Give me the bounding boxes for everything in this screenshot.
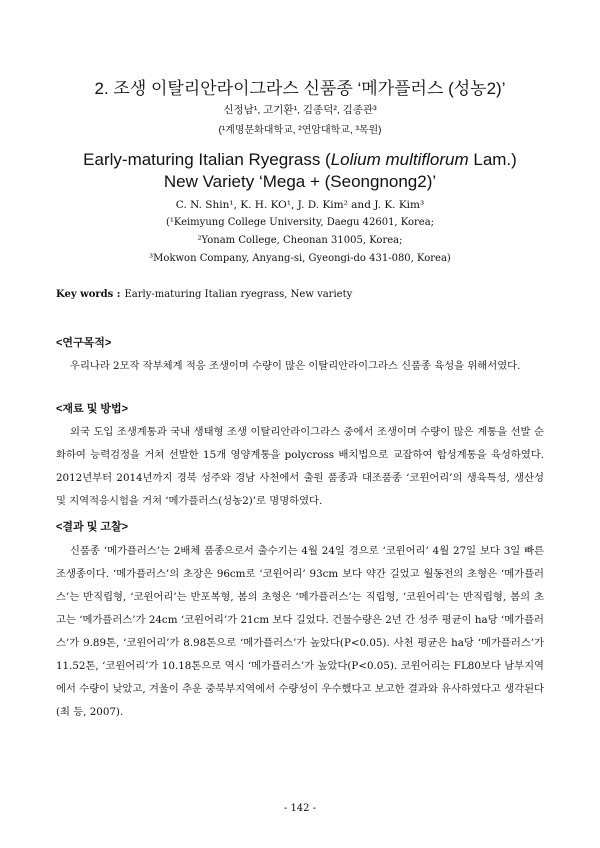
title-english-line2: New Variety ‘Mega + (Seongnong2)’ xyxy=(163,172,437,191)
page-number: - 142 - xyxy=(283,803,317,814)
section-body-purpose: 우리나라 2모작 작부체계 적응 조생이며 수량이 많은 이탈리안라이그라스 신품종 육성을 위해서였다. xyxy=(70,360,521,372)
keywords xyxy=(56,289,352,300)
title-english-suffix: Lam.) xyxy=(468,150,517,169)
keywords-text: Early-maturing Italian ryegrass, New variety xyxy=(124,289,353,300)
affiliations-korean: (¹계명문화대학교, ²연암대학교, ³목원) xyxy=(218,125,382,136)
authors-english: C. N. Shin¹, K. H. KO¹, J. D. Kim² and J. K. Kim³ xyxy=(175,199,425,211)
affiliation-english-1: (¹Keimyung College University, Daegu 42601, Korea; xyxy=(165,217,435,228)
title-english-prefix: Early-maturing Italian Ryegrass ( xyxy=(83,150,331,169)
affiliation-english-3: ³Mokwon Company, Anyang-si, Gyeongi-do 431-080, Korea) xyxy=(149,253,451,264)
section-heading-results: <결과 및 고찰> xyxy=(56,521,129,533)
section-body-methods: 외국 도입 조생계통과 국내 생태형 조생 이탈리안라이그라스 중에서 조생이며 수량이 많은 계통을 선발 순화하여 능력검정을 거쳐 선발한 15개 영양계통을 polycross 배치법으로 교잡하여 합성계통을 육성하였다. 2012년부터 2014년까지 경북 성주와 경남 사천에서 출원 품종과 대조품종 ‘코윈어리’의 생육특성, 생산성 및 지역적응시험을 거쳐 ‘메가플러스(성농2)’로 명명하였다. xyxy=(56,426,544,507)
authors-korean: 신정남¹, 고기환¹, 김종덕², 김종관³ xyxy=(223,104,377,116)
section-body-results: 신품종 ‘메가플러스’는 2배체 품종으로서 출수기는 4월 24일 경으로 ‘코윈어리’ 4월 27일 보다 3일 빠른 조생종이다. ‘메가플러스’의 초장은 96cm로 ‘코윈어리’ 93cm 보다 약간 길었고 월동전의 초형은 ‘메가플러스’는 반직립형, ‘코윈어리’는 반포복형, 봄의 초형은 ‘메가플러스’는 직립형, ‘코윈어리’는 반직립형, 봄의 초고는 ‘메가플러스’가 24cm ‘코윈어리’가 21cm 보다 길었다. 건물수량은 2년 간 성주 평균이 ha당 ‘메가플러스’가 9.89톤, ‘코윈어리’가 8.98톤으로 ‘메가플러스’가 높았다(P<0.05). 사천 평균은 ha당 ‘메가플러스’가 11.52톤, ‘코윈어리’가 10.18톤으로 역시 ‘메가플러스’가 높았다(P<0.05). 코윈어리는 FL80보다 남부지역에서 수량이 낮았고, 겨울이 추운 중북부지역에서 수량성이 우수했다고 보고한 결과와 유사하였다고 생각된다(최 등, 2007). xyxy=(56,545,544,718)
species-name: Lolium multiflorum xyxy=(330,150,469,169)
affiliation-english-2: ²Yonam College, Cheonan 31005, Korea; xyxy=(197,235,403,246)
keywords-label: Key words : xyxy=(56,289,121,300)
title-english-line1 xyxy=(0,148,600,172)
section-heading-purpose: <연구목적> xyxy=(56,337,112,349)
title-korean: 2. 조생 이탈리안라이그라스 신품종 ‘메가플러스 (성농2)’ xyxy=(94,79,506,98)
section-heading-methods: <재료 및 방법> xyxy=(56,403,129,415)
